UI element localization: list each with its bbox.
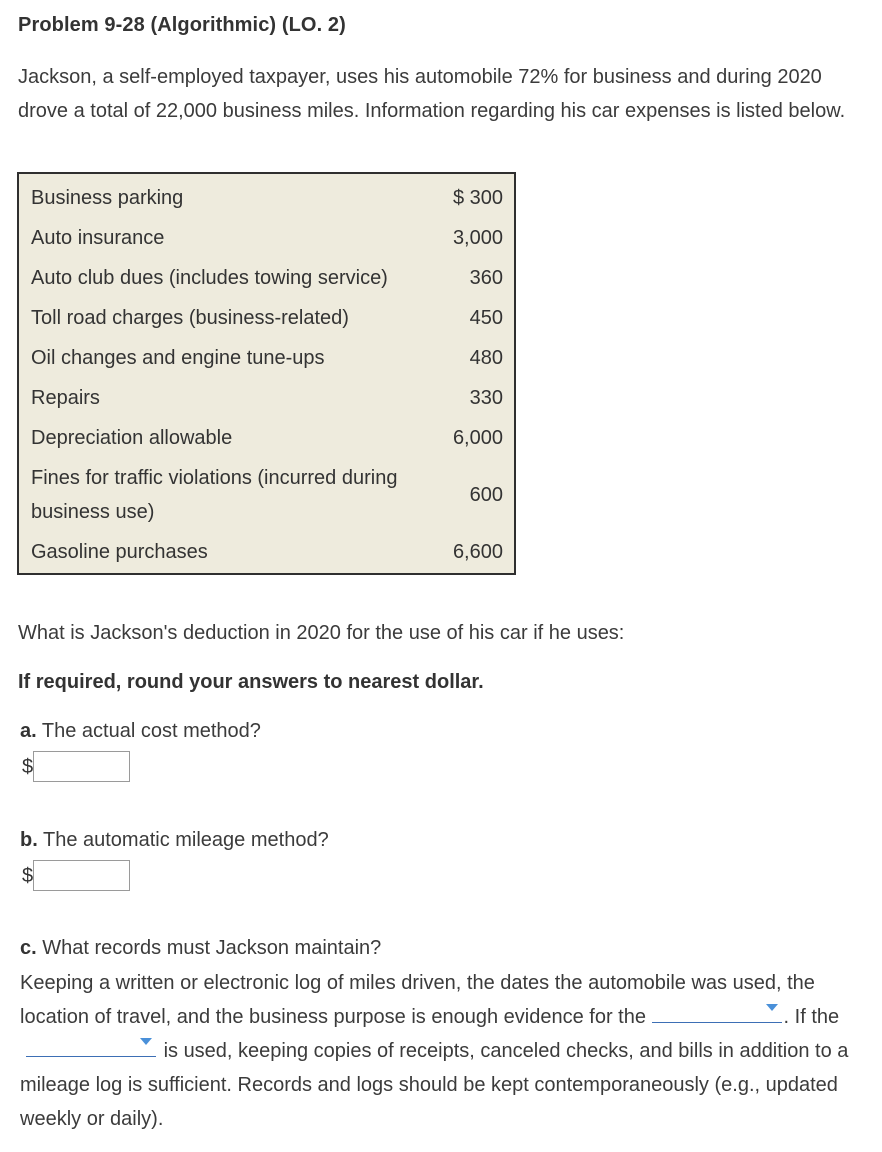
expense-amount: 3,000 [452, 227, 503, 249]
part-c-question: What records must Jackson maintain? [36, 937, 382, 959]
expense-label: Auto club dues (includes towing service) [31, 267, 388, 289]
expense-label: Toll road charges (business-related) [31, 307, 349, 329]
expense-table [17, 172, 516, 575]
part-b-question: The automatic mileage method? [37, 829, 329, 851]
part-a-letter: a. [20, 720, 37, 742]
expense-label: Oil changes and engine tune-ups [31, 347, 325, 369]
rounding-instruction: If required, round your answers to nearest dollar. [18, 671, 484, 693]
records-paragraph [20, 966, 860, 1136]
expense-amount: 450 [469, 307, 503, 329]
part-c-letter: c. [20, 937, 37, 959]
expense-label: Fines for traffic violations (incurred during business use) [31, 467, 398, 523]
expense-label: Depreciation allowable [31, 427, 233, 449]
method-dropdown-2[interactable] [26, 1034, 156, 1057]
expense-amount: 600 [469, 484, 503, 506]
part-c-label [20, 933, 381, 963]
problem-title: Problem 9-28 (Algorithmic) (LO. 2) [18, 14, 346, 36]
chevron-down-icon [766, 1004, 778, 1011]
expense-label: Repairs [31, 387, 100, 409]
expense-amount: 330 [469, 387, 503, 409]
records-text-end: is used, keeping copies of receipts, canceled checks, and bills in addition to a mileage log is sufficient. Records and logs should be kept contemporaneously (e.g., updated weekly or daily). [20, 1040, 849, 1130]
expense-label: Gasoline purchases [31, 541, 208, 563]
part-b-letter: b. [20, 829, 38, 851]
part-a-currency: $ [22, 756, 34, 778]
expense-amount: 6,600 [452, 541, 503, 563]
part-b-currency: $ [22, 865, 34, 887]
question-text: What is Jackson's deduction in 2020 for the use of his car if he uses: [18, 622, 625, 644]
expense-amount: 480 [469, 347, 503, 369]
records-text-mid: . If the [783, 1006, 840, 1028]
method-dropdown-1[interactable] [652, 1000, 782, 1023]
expense-amount: 360 [469, 267, 503, 289]
part-a-label [20, 716, 261, 746]
automatic-mileage-input[interactable] [33, 860, 130, 891]
expense-amount: 6,000 [452, 427, 503, 449]
chevron-down-icon [140, 1038, 152, 1045]
part-b-label [20, 825, 329, 855]
expense-label: Business parking [31, 187, 184, 209]
expense-amount: $ 300 [452, 187, 503, 209]
actual-cost-input[interactable] [33, 751, 130, 782]
records-text-start: Keeping a written or electronic log of miles driven, the dates the automobile was used, the location of travel, and the business purpose is enough evidence for the [20, 972, 815, 1028]
part-a-question: The actual cost method? [36, 720, 261, 742]
expense-label: Auto insurance [31, 227, 165, 249]
problem-intro: Jackson, a self-employed taxpayer, uses his automobile 72% for business and during 2020 drove a total of 22,000 business miles. Information regarding his car expenses is listed below. [18, 66, 846, 122]
